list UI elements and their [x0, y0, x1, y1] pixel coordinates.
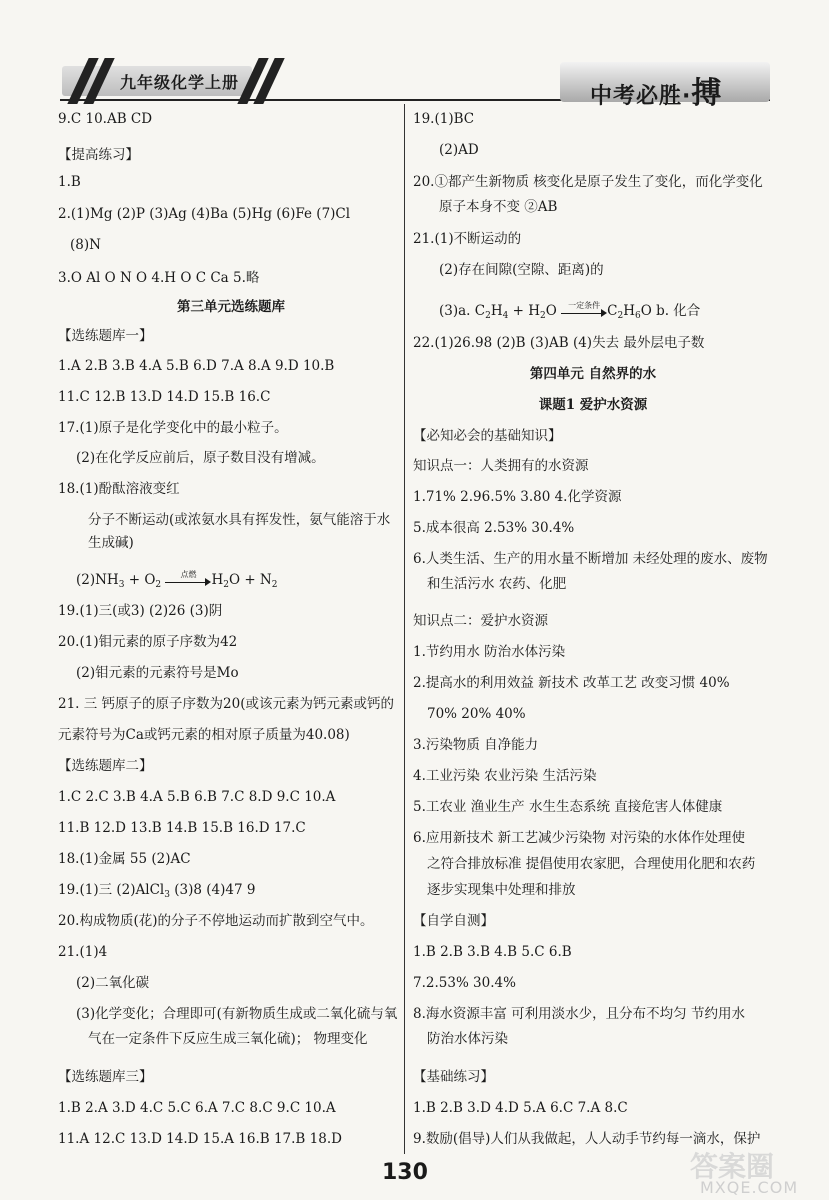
eq-subscript: 2 — [617, 311, 624, 321]
answer-line: 20.①都产生新物质 核变化是原子发生了变化，而化学变化 — [413, 174, 763, 190]
answer-line: 20.(1)钼元素的原子序数为42 — [58, 634, 238, 650]
answer-line: 4.工业污染 农业污染 生活污染 — [413, 768, 597, 784]
answer-line: 21.(1)不断运动的 — [413, 231, 522, 247]
answer-line: 6.人类生活、生产的用水量不断增加 未经处理的废水、废物 — [413, 551, 768, 567]
series-title-dot: · — [682, 84, 692, 109]
answer-line: 8.海水资源丰富 可利用淡水少，且分布不均匀 节约用水 — [413, 1006, 745, 1022]
answer-line: 1.B 2.B 3.B 4.B 5.C 6.B — [413, 944, 572, 960]
answer-line: 11.A 12.C 13.D 14.D 15.A 16.B 17.B 18.D — [58, 1131, 342, 1147]
answer-line: (3)化学变化；合理即可(有新物质生成或二氧化硫与氧 — [76, 1006, 398, 1022]
section-heading: 【基础练习】 — [413, 1069, 494, 1085]
knowledge-point-heading: 知识点一：人类拥有的水资源 — [413, 458, 589, 474]
answer-line: 2.(1)Mg (2)P (3)Ag (4)Ba (5)Hg (6)Fe (7)Cl — [58, 206, 351, 222]
watermark-url: MXQE.COM — [700, 1178, 799, 1197]
answer-line: 21.(1)4 — [58, 944, 108, 960]
answer-line: 11.C 12.B 13.D 14.D 15.B 16.C — [58, 389, 271, 405]
unit-title: 第四单元 自然界的水 — [529, 366, 657, 382]
eq-text: + O — [124, 572, 156, 588]
eq-subscript: 3 — [118, 580, 125, 590]
answer-line: 1.节约用水 防治水体污染 — [413, 644, 566, 660]
answer-line: 17.(1)原子是化学变化中的最小粒子。 — [58, 420, 288, 436]
watermark-logo: 答案圈 — [690, 1150, 775, 1183]
answer-line: 5.工农业 渔业生产 水生生态系统 直接危害人体健康 — [413, 799, 723, 815]
answer-line: (2)存在间隙(空隙、距离)的 — [439, 262, 604, 278]
answer-line: (8)N — [70, 237, 101, 253]
lesson-title: 课题1 爱护水资源 — [538, 397, 648, 413]
eq-text: H — [490, 303, 503, 319]
answer-line: 21. 三 钙原子的原子序数为20(或该元素为钙元素或钙的 — [58, 696, 394, 712]
answer-line: 70% 20% 40% — [427, 706, 526, 722]
knowledge-point-heading: 知识点二：爱护水资源 — [413, 613, 548, 629]
answer-line: 元素符号为Ca或钙元素的相对原子质量为40.08) — [58, 727, 350, 743]
eq-subscript: 6 — [634, 311, 641, 321]
section-heading: 【选练题库二】 — [58, 758, 153, 774]
chemical-equation — [439, 302, 700, 325]
arrow-head-icon — [601, 309, 607, 317]
chemical-formula-line — [58, 881, 255, 904]
eq-subscript: 4 — [502, 311, 509, 321]
answer-line: 3.污染物质 自净能力 — [413, 737, 539, 753]
answer-line: 1.B 2.A 3.D 4.C 5.C 6.A 7.C 8.C 9.C 10.A — [58, 1100, 336, 1116]
answer-line: 1.A 2.B 3.B 4.A 5.B 6.D 7.A 8.A 9.D 10.B — [58, 358, 335, 374]
arrow-line — [165, 582, 207, 583]
eq-text: H — [623, 303, 635, 319]
answer-line: (2)二氧化碳 — [76, 975, 150, 991]
answer-line: 1.C 2.C 3.B 4.A 5.B 6.B 7.C 8.D 9.C 10.A — [58, 789, 336, 805]
series-title-logo: 搏 — [691, 76, 723, 111]
answer-line: 原子本身不变 ②AB — [439, 199, 558, 215]
eq-text: O — [545, 303, 557, 319]
eq-subscript: 2 — [485, 311, 491, 321]
answer-line: 气在一定条件下反应生成三氧化硫)； 物理变化 — [88, 1031, 368, 1047]
series-title-main: 中考必胜 — [590, 84, 683, 109]
column-divider — [404, 104, 405, 1154]
arrow-head-icon — [205, 578, 211, 586]
answer-line: 3.O Al O N O 4.H O C Ca 5.略 — [58, 270, 260, 286]
eq-text: (3)a. C — [439, 303, 486, 319]
answer-line: (2)AD — [439, 142, 479, 158]
arrow-line — [561, 313, 603, 314]
answer-line: 6.应用新技术 新工艺减少污染物 对污染的水体作处理使 — [413, 830, 745, 846]
reaction-condition: 点燃 — [180, 569, 197, 579]
series-title — [590, 68, 722, 112]
answer-line: 和生活污水 农药、化肥 — [427, 576, 567, 592]
reaction-arrow — [165, 569, 211, 588]
section-heading: 【提高练习】 — [58, 147, 139, 163]
reaction-arrow — [561, 300, 607, 319]
answer-line: 分子不断运动(或浓氨水具有挥发性，氨气能溶于水 — [88, 512, 391, 528]
answer-line: 19.(1)三(或3) (2)26 (3)阴 — [58, 603, 223, 619]
answer-line: 11.B 12.D 13.B 14.B 15.B 16.D 17.C — [58, 820, 306, 836]
answer-line: 18.(1)酚酞溶液变红 — [58, 481, 180, 497]
section-heading: 【必知必会的基础知识】 — [413, 428, 562, 444]
eq-subscript: 2 — [271, 580, 278, 590]
answer-line: 19.(1)BC — [413, 111, 475, 127]
eq-text: H — [211, 572, 224, 588]
answer-line: 5.成本很高 2.53% 30.4% — [413, 520, 575, 536]
answer-line: 7.2.53% 30.4% — [413, 975, 516, 991]
eq-text: (2)NH — [76, 572, 119, 588]
answer-line: 1.71% 2.96.5% 3.80 4.化学资源 — [413, 489, 622, 505]
answer-line: 1.B — [58, 174, 81, 190]
page-header — [0, 0, 829, 118]
answer-line: 9.C 10.AB CD — [58, 111, 153, 127]
eq-subscript: 2 — [540, 311, 546, 321]
eq-text: 19.(1)三 (2)AlCl — [58, 882, 165, 898]
section-heading: 【选练题库一】 — [58, 328, 153, 344]
answer-line: 20.构成物质(花)的分子不停地运动而扩散到空气中。 — [58, 913, 374, 929]
section-heading: 【自学自测】 — [413, 913, 494, 929]
eq-subscript: 3 — [164, 890, 170, 900]
eq-text: (3)8 (4)47 9 — [169, 882, 256, 898]
answer-line: 之符合排放标准 提倡使用农家肥，合理使用化肥和农药 — [427, 856, 756, 872]
answer-line: 逐步实现集中处理和排放 — [427, 882, 576, 898]
answer-line: 9.数励(倡导)人们从我做起，人人动手节约每一滴水，保护 — [413, 1131, 761, 1147]
eq-text: C — [607, 303, 618, 319]
section-heading: 【选练题库三】 — [58, 1069, 153, 1085]
eq-text: O b. 化合 — [640, 303, 701, 319]
chemical-equation — [76, 571, 277, 594]
eq-text: O + N — [228, 572, 272, 588]
answer-line: 22.(1)26.98 (2)B (3)AB (4)失去 最外层电子数 — [413, 335, 705, 351]
answer-line: 生成碱) — [88, 535, 134, 551]
eq-subscript: 2 — [223, 580, 229, 590]
book-title: 九年级化学上册 — [120, 73, 240, 92]
answer-line: (2)在化学反应前后，原子数目没有增减。 — [76, 450, 325, 466]
answer-line: 防治水体污染 — [427, 1031, 508, 1047]
reaction-condition: 一定条件 — [568, 300, 601, 310]
answer-line: 18.(1)金属 55 (2)AC — [58, 851, 191, 867]
page-number: 130 — [382, 1160, 428, 1185]
answer-line: 2.提高水的利用效益 新技术 改革工艺 改变习惯 40% — [413, 675, 730, 691]
unit-title: 第三单元选练题库 — [177, 299, 285, 315]
answer-line: (2)钼元素的元素符号是Mo — [76, 665, 239, 681]
eq-subscript: 2 — [155, 580, 162, 590]
eq-text: + H — [508, 303, 541, 319]
answer-line: 1.B 2.B 3.D 4.D 5.A 6.C 7.A 8.C — [413, 1100, 628, 1116]
